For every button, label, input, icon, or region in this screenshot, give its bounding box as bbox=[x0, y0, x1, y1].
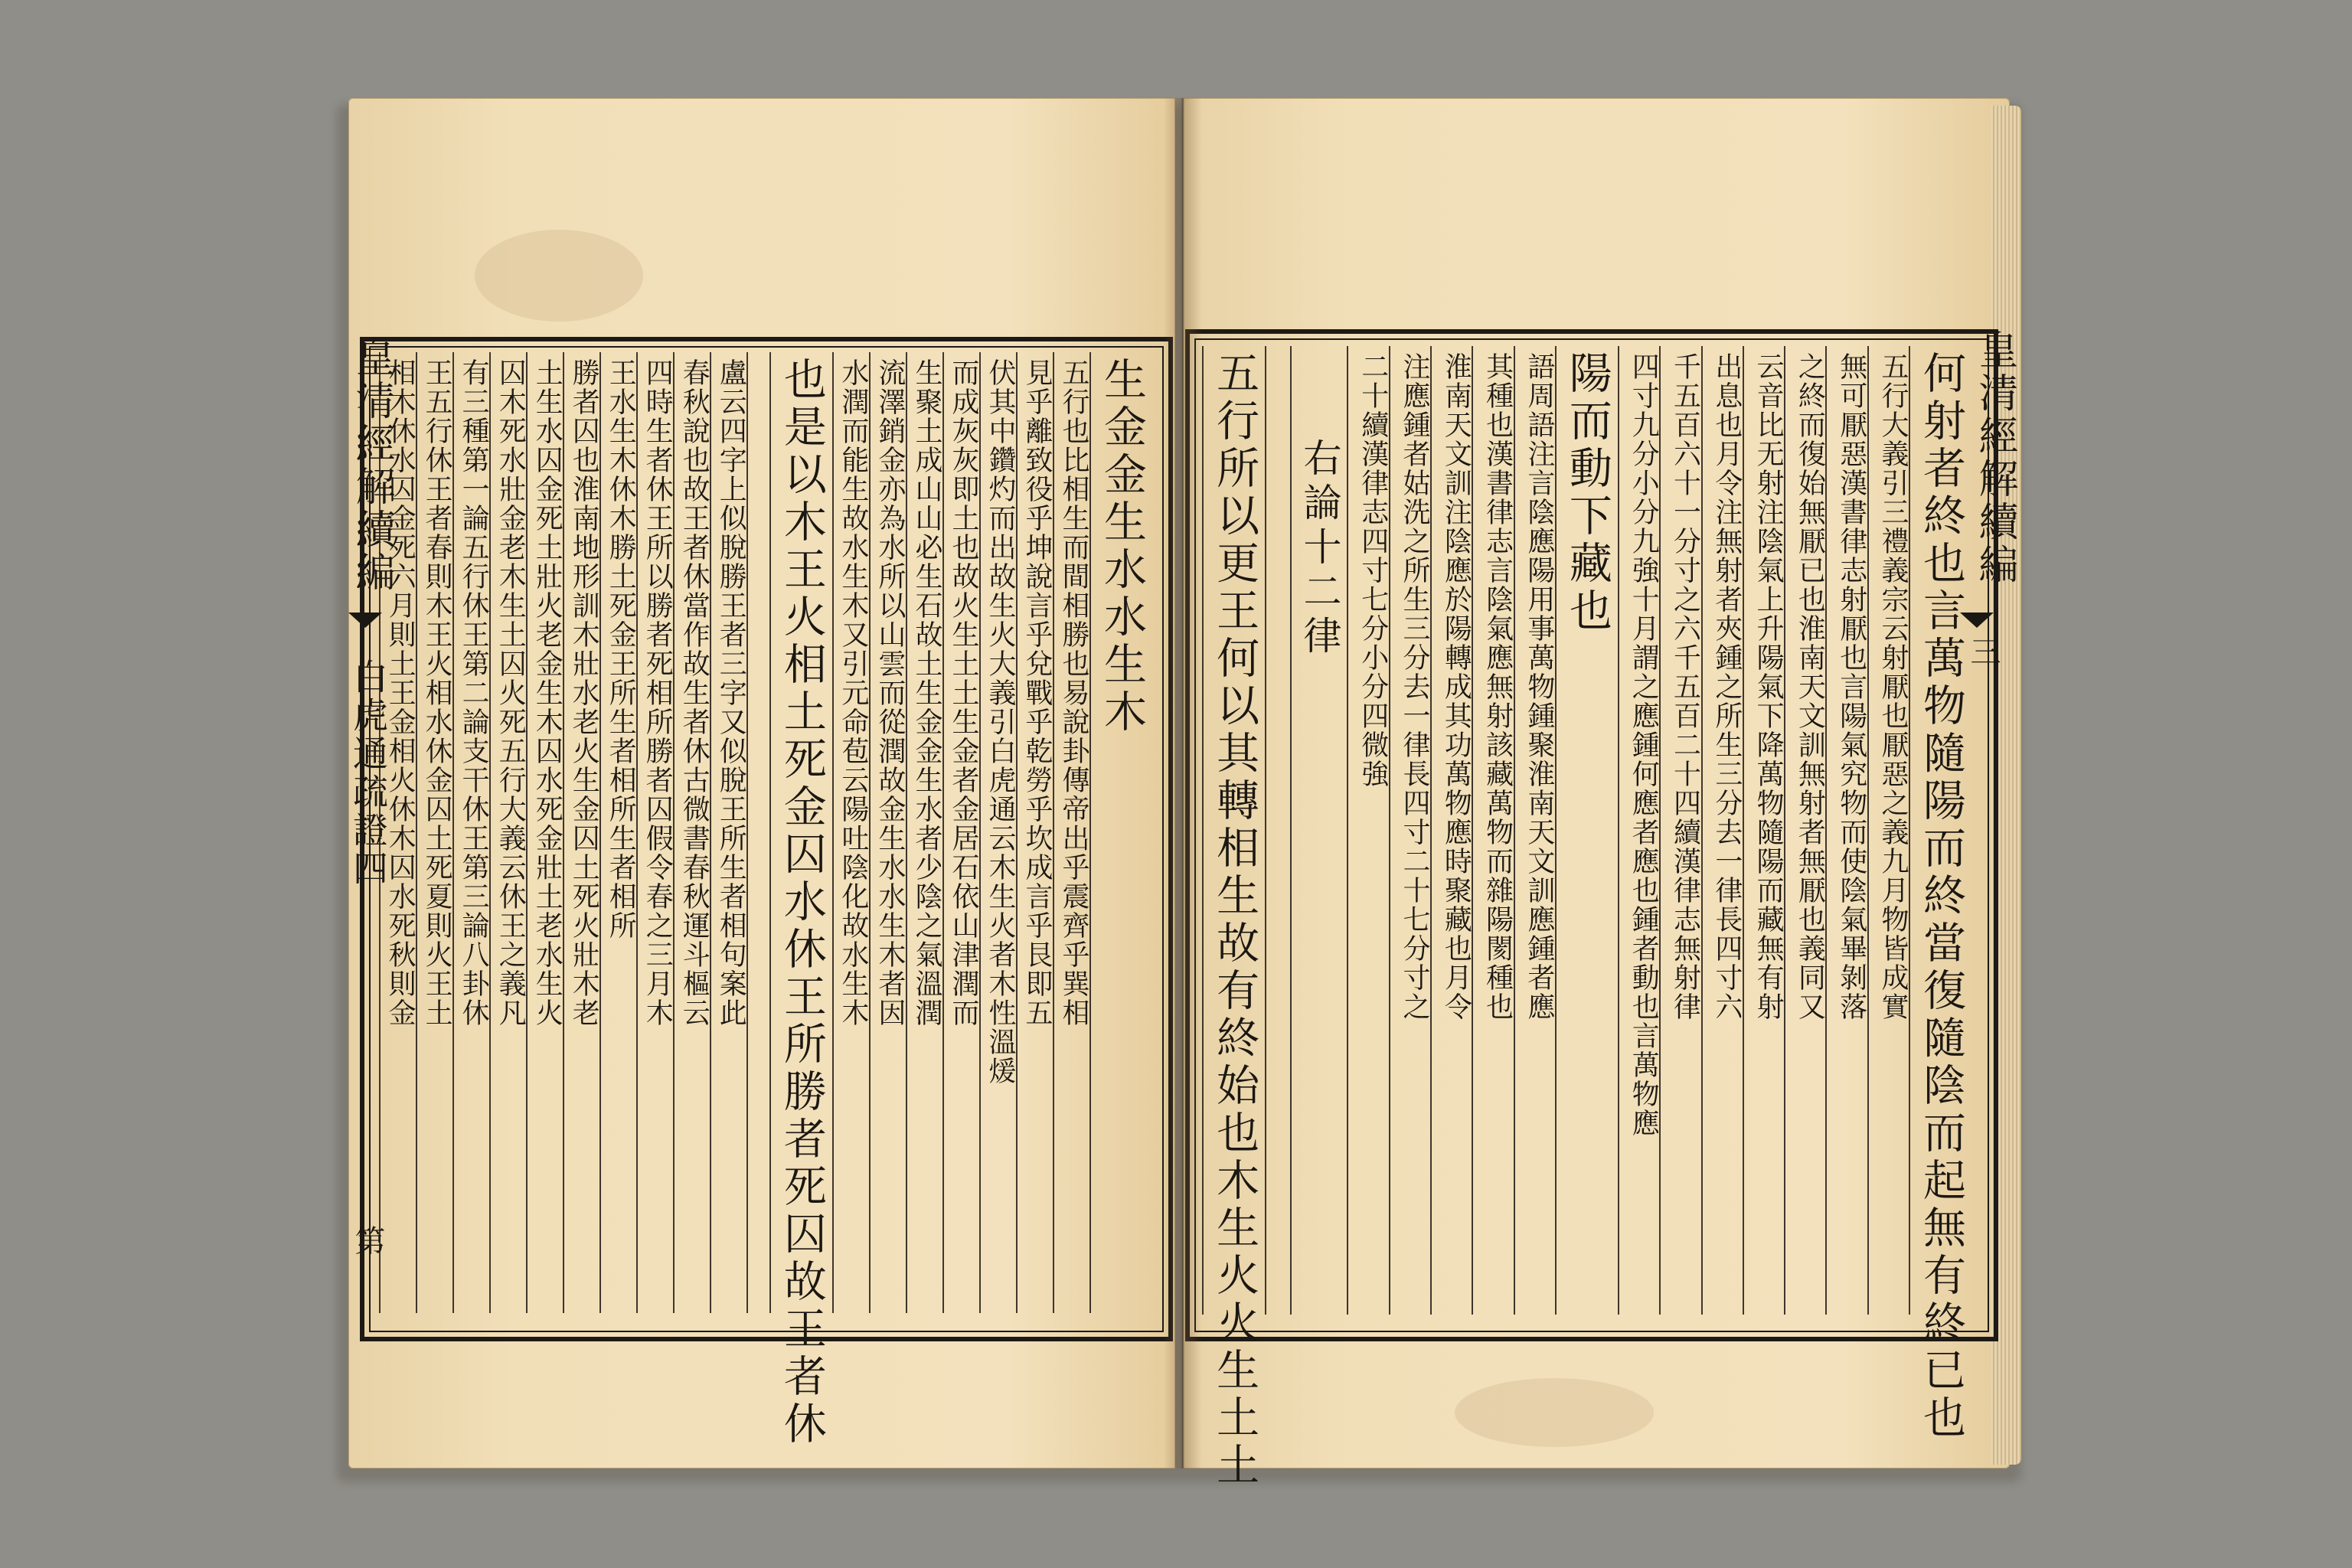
right-page-column: 四寸九分小分九強十月謂之應鍾何應者應也鍾者動也言萬物應 bbox=[1618, 346, 1659, 1315]
left-page-column: 也是以木王火相土死金囚水休王所勝者死囚故王者休 bbox=[769, 352, 832, 1313]
left-page-column: 王五行休王者春則木王火相水休金囚土死夏則火王土 bbox=[416, 352, 452, 1313]
left-page-column: 水潤而能生故水生木又引元命苞云陽吐陰化故水生木 bbox=[832, 352, 869, 1313]
left-page-column bbox=[746, 352, 769, 1313]
right-page-column: 二十續漢律志四寸七分小分四微強 bbox=[1347, 346, 1388, 1315]
left-page-column: 四時生者休王所以勝者死相所勝者囚假令春之三月木 bbox=[636, 352, 673, 1313]
right-page-column: 其種也漢書律志言陰氣應無射該藏萬物而雜陽閡種也 bbox=[1472, 346, 1513, 1315]
left-running-title: 皇清經解續編 bbox=[348, 337, 394, 594]
left-page-column: 見乎離致役乎坤說言乎兌戰乎乾勞乎坎成言乎艮即五 bbox=[1016, 352, 1053, 1313]
right-page-column: 五行所以更王何以其轉相生故有終始也木生火火生土土 bbox=[1202, 346, 1265, 1315]
paper-stain bbox=[475, 230, 643, 322]
right-page-column: 陽而動下藏也 bbox=[1555, 346, 1618, 1315]
right-page-column: 無可厭惡漢書律志射厭也言陽氣究物而使陰氣畢剝落 bbox=[1825, 346, 1867, 1315]
right-page-column: 淮南天文訓注陰應於陽轉成其功萬物應時聚藏也月令 bbox=[1430, 346, 1472, 1315]
left-page-column: 土生水囚金死土壯火老金生木囚水死金壯土老水生火 bbox=[526, 352, 563, 1313]
right-page-column: 之終而復始無厭已也淮南天文訓無射者無厭也義同又 bbox=[1784, 346, 1825, 1315]
right-page-column: 語周語注言陰應陽用事萬物鍾聚淮南天文訓應鍾者應 bbox=[1514, 346, 1555, 1315]
left-text-columns bbox=[379, 352, 1152, 1449]
fishtail-mark bbox=[1960, 612, 1994, 628]
left-page-column: 囚木死水壯金老木生土囚火死五行大義云休王之義凡 bbox=[489, 352, 526, 1313]
book-gutter bbox=[1164, 98, 1202, 1468]
right-page-column bbox=[1265, 346, 1290, 1315]
left-page-column: 王水生木休木勝土死金王所生者相所生者相所 bbox=[599, 352, 636, 1313]
right-page-column: 何射者終也言萬物隨陽而終當復隨陰而起無有終已也 bbox=[1909, 346, 1971, 1315]
left-page-column: 相木休水囚金死六月則土王金相火休木囚水死秋則金 bbox=[379, 352, 416, 1313]
left-page-column: 生聚土成山山必生石故土生金金生水者少陰之氣溫潤 bbox=[906, 352, 942, 1313]
right-page-column: 云音比无射注陰氣上升陽氣下降萬物隨陽而藏無有射 bbox=[1743, 346, 1784, 1315]
left-page-column: 勝者囚也淮南地形訓木壯水老火生金囚土死火壯木老 bbox=[563, 352, 599, 1313]
fishtail-mark bbox=[348, 612, 382, 628]
left-page-marker: 第 bbox=[350, 1225, 385, 1259]
left-page-column: 而成灰灰即土也故火生土土生金者金居石依山津潤而 bbox=[942, 352, 979, 1313]
left-page-column: 生金金生水水生木 bbox=[1089, 352, 1152, 1313]
right-page-column: 注應鍾者姑洗之所生三分去一律長四寸二十七分寸之 bbox=[1389, 346, 1430, 1315]
right-page-column: 五行大義引三禮義宗云射厭也厭惡之義九月物皆成實 bbox=[1867, 346, 1909, 1315]
left-page-column: 有三種第一論五行休王第二論支干休王第三論八卦休 bbox=[452, 352, 489, 1313]
paper-stain bbox=[1455, 1378, 1654, 1447]
right-page-column: 出息也月令注無射者夾鍾之所生三分去一律長四寸六 bbox=[1701, 346, 1743, 1315]
right-running-title: 皇清經解續編 bbox=[1971, 329, 2017, 586]
right-page-column: 右論十二律 bbox=[1290, 346, 1347, 1315]
left-page-column: 春秋說也故王者休當作故生者休古微書春秋運斗樞云 bbox=[673, 352, 710, 1313]
right-text-columns bbox=[1202, 346, 1971, 1490]
left-page-column: 伏其中鑽灼而出故生火大義引白虎通云木生火者木性溫煖 bbox=[979, 352, 1016, 1313]
left-page-column: 五行也比相生而間相勝也易說卦傳帝出乎震齊乎巽相 bbox=[1053, 352, 1089, 1313]
left-page-column: 盧云四字上似脫勝王者三字又似脫王所生者相句案此 bbox=[710, 352, 746, 1313]
left-page-column: 流澤銷金亦為水所以山雲而從潤故金生水水生木者因 bbox=[869, 352, 906, 1313]
left-section-title: 白虎通疏證四 bbox=[348, 658, 389, 888]
right-page-column: 千五百六十一分寸之六千五百二十四續漢律志無射律 bbox=[1659, 346, 1700, 1315]
right-page-marker: 三 bbox=[1965, 635, 2001, 669]
